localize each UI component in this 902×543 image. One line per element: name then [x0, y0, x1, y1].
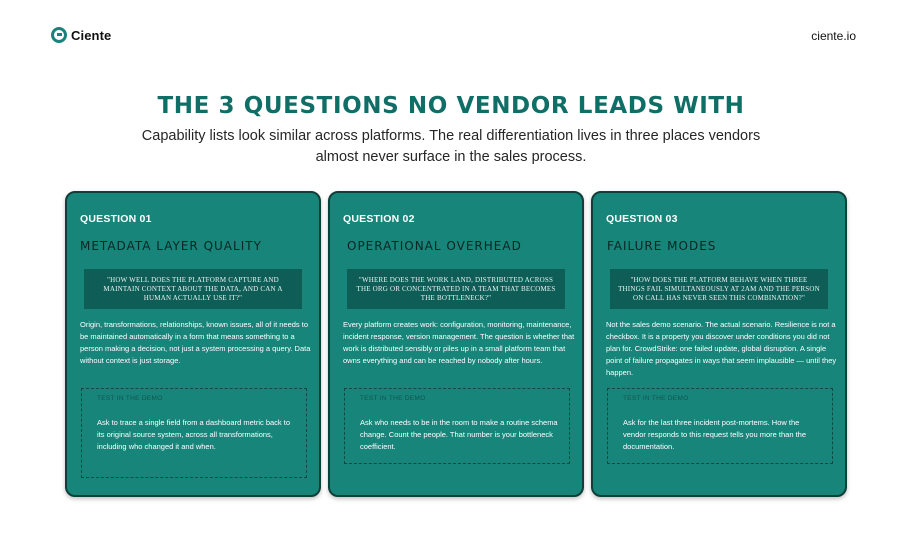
question-quote: [84, 269, 302, 309]
quote-text: "HOW WELL DOES THE PLATFORM CAPTURE AND MAINTAIN CONTEXT ABOUT THE DATA, AND CAN A HUMAN ACTUALLY USE IT?": [103, 275, 283, 302]
question-number: QUESTION 03: [606, 213, 678, 225]
question-body: Origin, transformations, relationships, known issues, all of it needs to be maintained automatically in a form that means something to a person making a decision, not just a system processing a query. Data without context is just storage.: [80, 320, 311, 365]
demo-text: Ask who needs to be in the room to make a routine schema change. Count the people. That number is your bottleneck coefficient.: [360, 418, 558, 451]
question-body: Not the sales demo scenario. The actual scenario. Resilience is not a checkbox. It is a property you discover under conditions you did not plan for. CrowdStrike: one failed update, global disruption. A single point of failure propagates in ways that seem implausible — until they happen.: [606, 320, 837, 377]
demo-text: Ask for the last three incident post-mortems. How the vendor responds to this request tells you more than the documentation.: [623, 418, 807, 451]
question-card-3: [591, 191, 847, 497]
question-number: QUESTION 02: [343, 213, 415, 225]
question-title: METADATA LAYER QUALITY: [80, 239, 262, 253]
quote-text: "WHERE DOES THE WORK LAND, DISTRIBUTED ACROSS THE ORG OR CONCENTRATED IN A TEAM THAT BECOMES THE BOTTLENECK?": [356, 275, 556, 302]
demo-label: TEST IN THE DEMO: [360, 395, 426, 402]
question-title: OPERATIONAL OVERHEAD: [347, 239, 522, 253]
logo-text: Ciente: [71, 27, 112, 43]
demo-label: TEST IN THE DEMO: [97, 395, 163, 402]
question-quote: [610, 269, 828, 309]
question-body: Every platform creates work: configuration, monitoring, maintenance, incident response, version management. The question is whether that work is distributed sensibly or piles up in a small platform team that owns everything and can be reached by nobody after hours.: [343, 320, 575, 365]
quote-text: "HOW DOES THE PLATFORM BEHAVE WHEN THREE THINGS FAIL SIMULTANEOUSLY AT 2AM AND THE PERSON ON CALL HAS NEVER SEEN THIS COMBINATION?": [618, 275, 820, 302]
page-title: THE 3 QUESTIONS NO VENDOR LEADS WITH: [157, 93, 745, 119]
question-number: QUESTION 01: [80, 213, 152, 225]
question-card-1: [65, 191, 321, 497]
brand-logo[interactable]: [51, 27, 111, 43]
demo-label: TEST IN THE DEMO: [623, 395, 689, 402]
question-card-2: [328, 191, 584, 497]
demo-test-box: [344, 388, 570, 464]
demo-test-box: [607, 388, 833, 464]
demo-text: Ask to trace a single field from a dashboard metric back to its original source system, across all transformations, including who changed it and when.: [97, 418, 291, 451]
logo-icon: [51, 27, 67, 43]
question-title: FAILURE MODES: [607, 239, 717, 253]
site-url[interactable]: ciente.io: [811, 29, 856, 43]
question-quote: [347, 269, 565, 309]
page-subtitle: Capability lists look similar across platforms. The real differentiation lives in three places vendors almost never surface in the sales process.: [141, 128, 761, 165]
demo-test-box: [81, 388, 307, 478]
